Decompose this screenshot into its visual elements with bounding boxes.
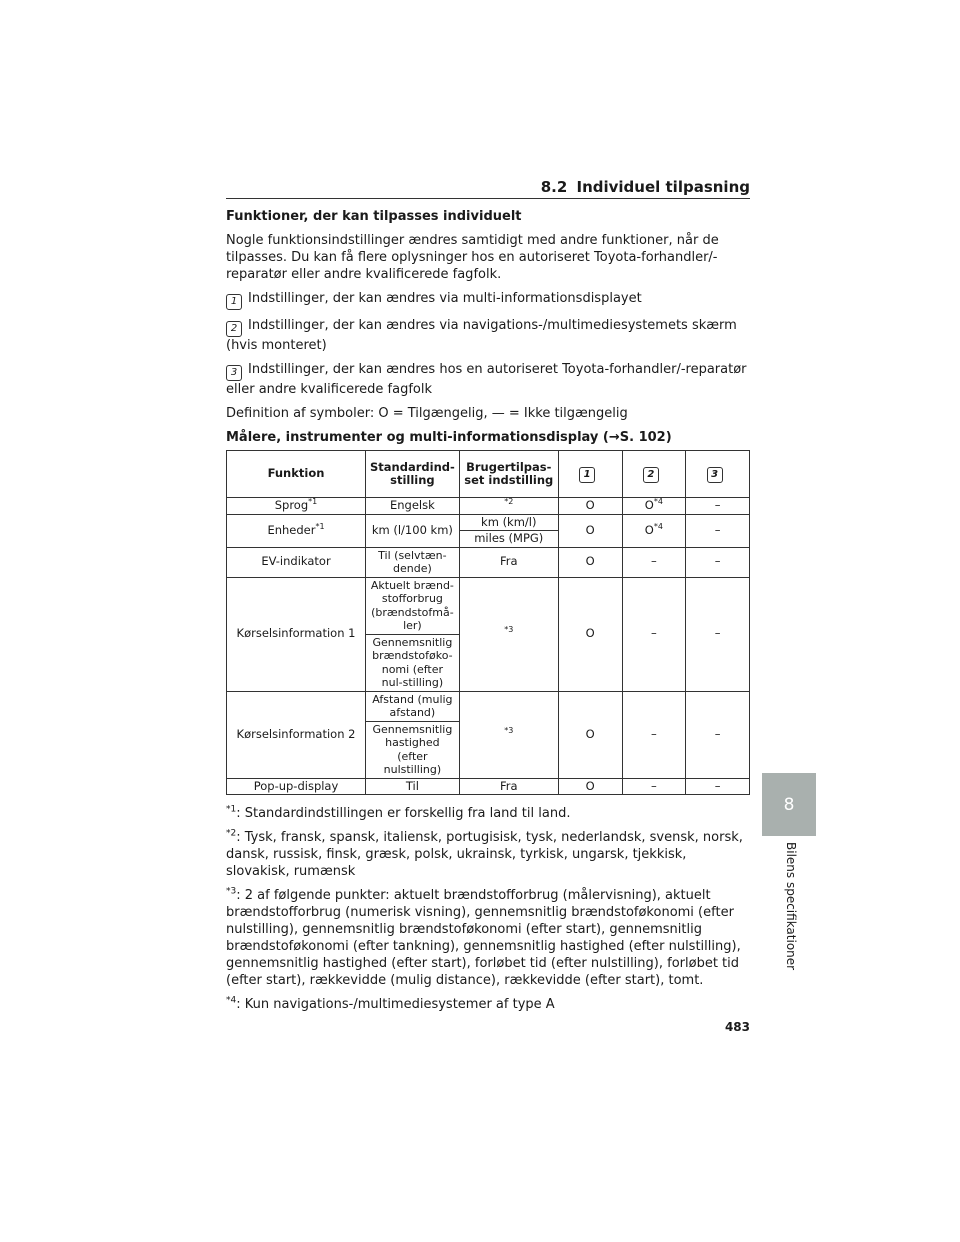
cell-1: O (558, 577, 622, 691)
cell-1: O (558, 514, 622, 547)
table-row (227, 514, 750, 531)
footnote: $^{*1}$: Standardindstillingen er forskellig fra land til land. (226, 804, 571, 821)
cell-function: Kørselsinformation 1 (227, 577, 366, 691)
subheading: Målere, instrumenter og multi-informationsdisplay (→S. 102) (226, 430, 672, 445)
cell-default: Aktuelt brænd-stofforbrug (brændstofmå-ler) (366, 577, 460, 634)
cell-default: Afstand (mulig afstand) (366, 691, 460, 721)
footnote: $^{*4}$: Kun navigations-/multimediesystemer af type A (226, 995, 555, 1012)
cell-function: EV-indikator (227, 547, 366, 577)
chapter-tab: 8 (762, 773, 816, 836)
symbol-definition: Definition af symboler: O = Tilgængelig, — = Ikke tilgængelig (226, 406, 628, 421)
cell-custom: km (km/l) (459, 514, 558, 531)
cell-1: O (558, 778, 622, 795)
cell-function: Sprog$^{*1}$ (227, 498, 366, 515)
cell-default: Engelsk (366, 498, 460, 515)
cell-function: Enheder$^{*1}$ (227, 514, 366, 547)
cell-1: O (558, 691, 622, 778)
footnote: $^{*3}$: 2 af følgende punkter: aktuelt brændstofforbrug (målervisning), aktuelt brændstofforbrug (numerisk visning), gennemsnitlig brændstoføkonomi (efter nulstilling), gennemsnitlig brændstoføkonomi (efter start), gennemsnitlig brændstoføkonomi (efter tankning), gennemsnitlig hastighed (efter nulstilling), gennemsnitlig hastighed (efter start), forløbet tid (efter nulstilling), forløbet tid (efter start), rækkevidde (mulig distance), rækkevidde (efter start), tomt. (226, 886, 741, 988)
cell-default: Gennemsnitlig brændstoføko-nomi (efter nul-stilling) (366, 634, 460, 691)
cell-2: – (622, 547, 686, 577)
cell-function: Kørselsinformation 2 (227, 691, 366, 778)
list-item-text: Indstillinger, der kan ændres hos en autoriseret Toyota-forhandler/-reparatør eller andre kvalificerede fagfolk (226, 362, 747, 397)
cell-2: – (622, 691, 686, 778)
table-row (227, 778, 750, 795)
list-item-text: Indstillinger, der kan ændres via navigations-/multimediesystemets skærm (hvis monteret) (226, 318, 737, 353)
page-number: 483 (724, 1020, 750, 1034)
cell-2: $O^{*4}$ (622, 498, 686, 515)
page-content (226, 208, 752, 1020)
chapter-tab-label: Bilens specifikationer (784, 842, 798, 971)
col-header-3 (686, 451, 750, 498)
table-row (227, 547, 750, 577)
col-header-2 (622, 451, 686, 498)
cell-1: O (558, 498, 622, 515)
cell-2: – (622, 577, 686, 691)
list-item-text: Indstillinger, der kan ændres via multi-informationsdisplayet (248, 291, 642, 306)
col-header-custom: Brugertilpas-set indstilling (459, 451, 558, 498)
cell-2: $O^{*4}$ (622, 514, 686, 547)
cell-custom: *3 (459, 577, 558, 691)
cell-default: km (l/100 km) (366, 514, 460, 547)
page-header (226, 178, 750, 199)
cell-3: – (686, 498, 750, 515)
footnote: $^{*2}$: Tysk, fransk, spansk, italiensk, portugisisk, tysk, nederlandsk, svensk, norsk, dansk, russisk, finsk, græsk, polsk, ukrainsk, tyrkisk, ungarsk, tjekkisk, slovakisk, rumænsk (226, 828, 743, 879)
col-header-function: Funktion (227, 451, 366, 498)
number-1-icon: 1 (579, 467, 595, 483)
section-number: 8.2 (540, 178, 568, 196)
number-2-icon: 2 (226, 321, 242, 337)
number-1-icon: 1 (226, 294, 242, 310)
cell-function: Pop-up-display (227, 778, 366, 795)
cell-custom: *2 (459, 498, 558, 515)
intro-paragraph: Nogle funktionsindstillinger ændres samtidigt med andre funktioner, når de tilpasses. Du kan få flere oplysninger hos en autoriseret Toyota-forhandler/-reparatør eller andre kvalificerede fagfolk. (226, 233, 719, 282)
col-header-1 (558, 451, 622, 498)
table-row (227, 498, 750, 515)
heading: Funktioner, der kan tilpasses individuelt (226, 209, 522, 224)
cell-2: – (622, 778, 686, 795)
cell-custom: *3 (459, 691, 558, 778)
table-row (227, 691, 750, 721)
cell-1: O (558, 547, 622, 577)
cell-3: – (686, 778, 750, 795)
section-title: Individuel tilpasning (576, 178, 750, 196)
cell-3: – (686, 691, 750, 778)
settings-table (226, 450, 750, 795)
table-header-row (227, 451, 750, 498)
cell-custom: miles (MPG) (459, 531, 558, 548)
list-item (226, 361, 752, 398)
list-item (226, 290, 752, 310)
cell-default: Til (selvtæn-dende) (366, 547, 460, 577)
cell-default: Gennemsnitlig hastighed (efter nulstilling) (366, 721, 460, 778)
cell-custom: Fra (459, 547, 558, 577)
list-item (226, 317, 752, 354)
number-3-icon: 3 (707, 467, 723, 483)
cell-3: – (686, 577, 750, 691)
cell-3: – (686, 514, 750, 547)
number-3-icon: 3 (226, 365, 242, 381)
cell-default: Til (366, 778, 460, 795)
table-row (227, 577, 750, 634)
number-2-icon: 2 (643, 467, 659, 483)
cell-3: – (686, 547, 750, 577)
cell-custom: Fra (459, 778, 558, 795)
col-header-default: Standardind-stilling (366, 451, 460, 498)
